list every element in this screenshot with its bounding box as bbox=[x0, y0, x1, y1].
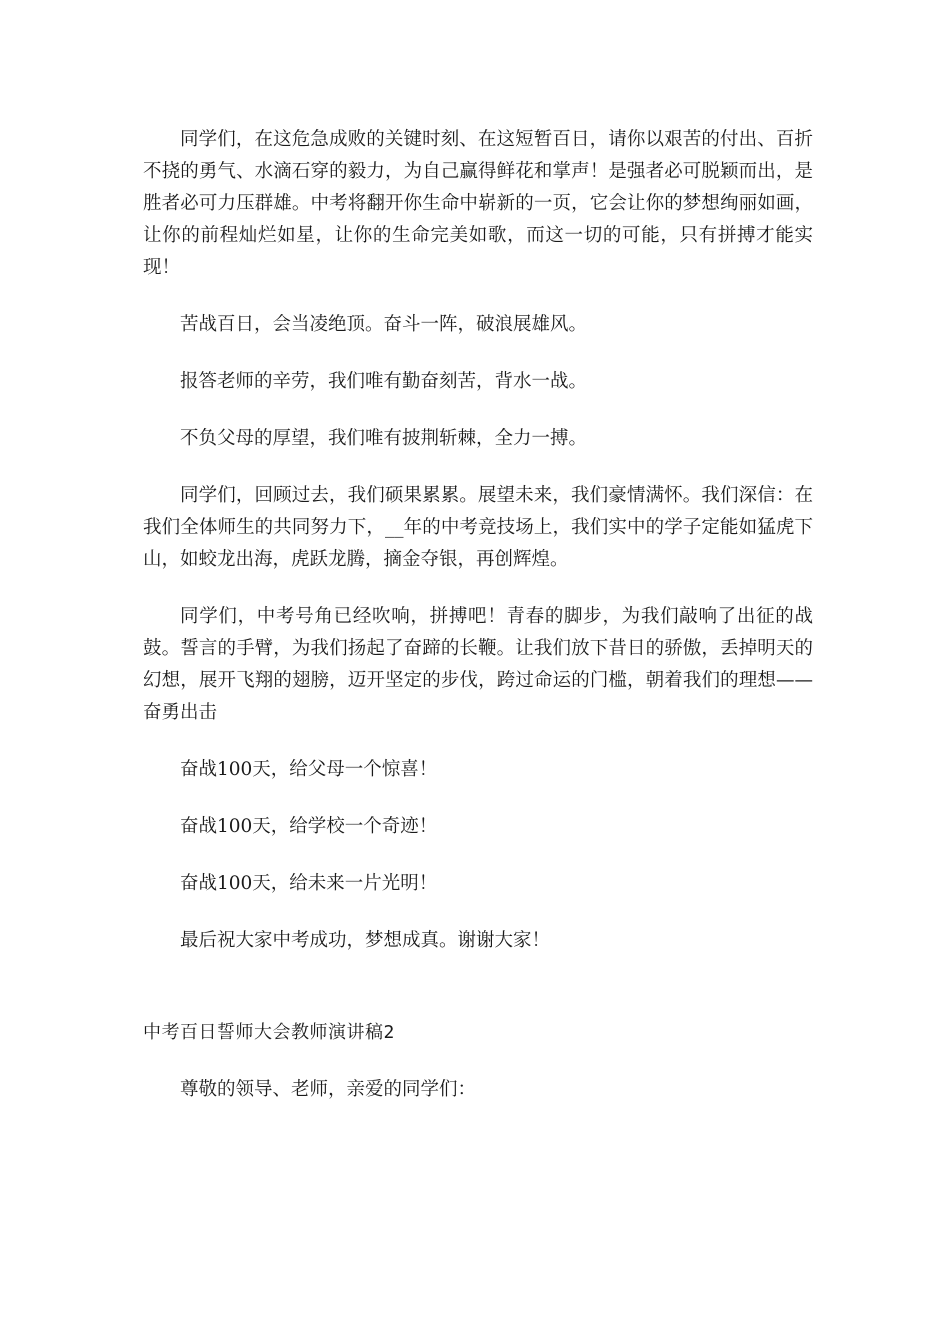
paragraph-hard-fight: 苦战百日，会当凌绝顶。奋斗一阵，破浪展雄风。 bbox=[180, 314, 588, 335]
slogan-parents: 奋战100天，给父母一个惊喜！ bbox=[180, 759, 438, 780]
paragraph-closing-wishes: 最后祝大家中考成功，梦想成真。谢谢大家！ bbox=[180, 930, 551, 951]
slogan-school: 奋战100天，给学校一个奇迹！ bbox=[180, 816, 438, 837]
slogan-future: 奋战100天，给未来一片光明！ bbox=[180, 873, 438, 894]
salutation: 尊敬的领导、老师，亲爱的同学们： bbox=[180, 1079, 477, 1100]
section-heading: 中考百日誓师大会教师演讲稿2 bbox=[143, 1022, 395, 1043]
paragraph-look-back: 同学们，回顾过去，我们硕果累累。展望未来，我们豪情满怀。我们深信：在我们全体师生的共同努力下，__年的中考竞技场上，我们实中的学子定能如猛虎下山，如蛟龙出海，虎跃龙腾，摘金夺银，再创辉煌。 bbox=[143, 485, 813, 570]
paragraph-repay-teachers: 报答老师的辛劳，我们唯有勤奋刻苦，背水一战。 bbox=[180, 371, 588, 392]
paragraph-critical-moment: 同学们，在这危急成败的关键时刻、在这短暂百日，请你以艰苦的付出、百折不挠的勇气、水滴石穿的毅力，为自己赢得鲜花和掌声！是强者必可脱颖而出，是胜者必可力压群雄。中考将翻开你生命中崭新的一页，它会让你的梦想绚丽如画，让你的前程灿烂如星，让你的生命完美如歌，而这一切的可能，只有拼搏才能实现！ bbox=[143, 129, 813, 278]
paragraph-parents-hopes: 不负父母的厚望，我们唯有披荆斩棘，全力一搏。 bbox=[180, 428, 588, 449]
document-body bbox=[143, 124, 813, 1106]
paragraph-horn-sounded: 同学们，中考号角已经吹响，拼搏吧！青春的脚步，为我们敲响了出征的战鼓。誓言的手臂，为我们扬起了奋蹄的长鞭。让我们放下昔日的骄傲，丢掉明天的幻想，展开飞翔的翅膀，迈开坚定的步伐，跨过命运的门槛，朝着我们的理想——奋勇出击 bbox=[143, 606, 813, 723]
